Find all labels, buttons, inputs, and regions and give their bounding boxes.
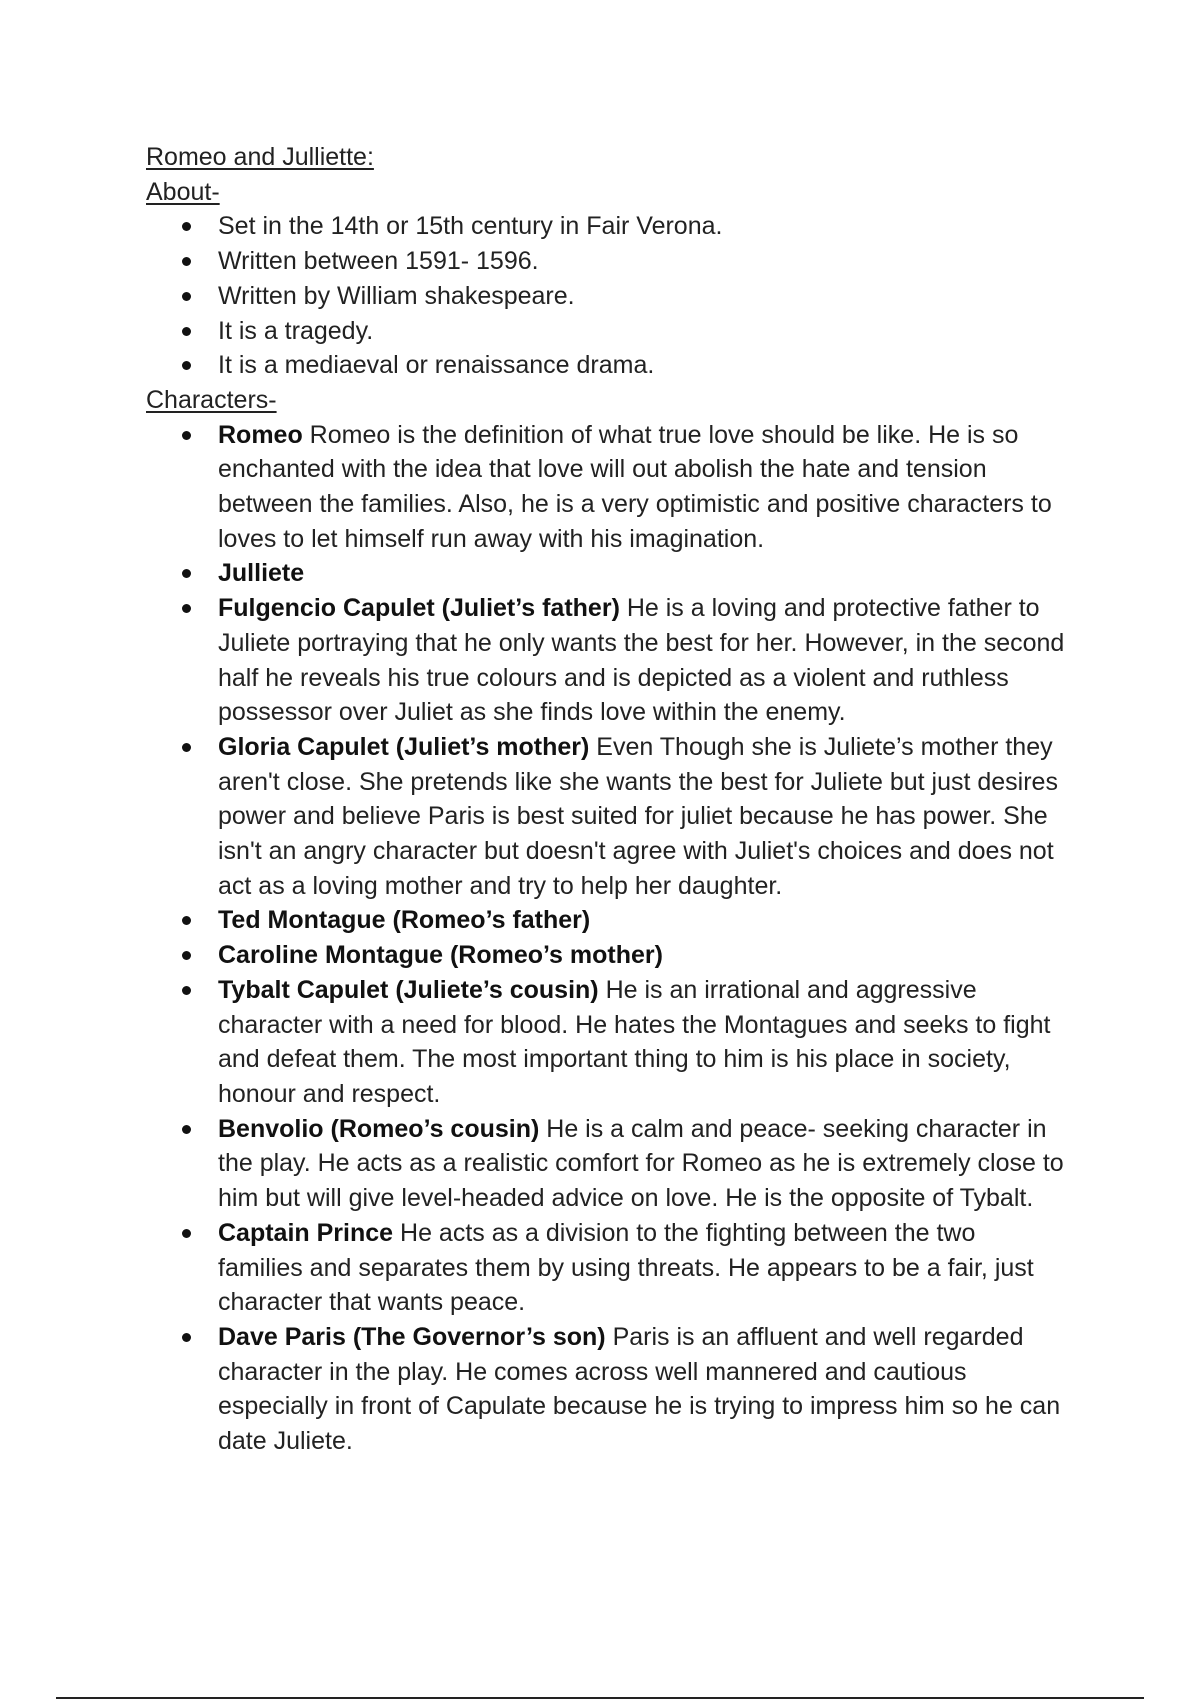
character-item [218, 903, 1066, 938]
character-item [218, 1320, 1066, 1459]
page-bottom-rule [56, 1697, 1144, 1699]
document-title: Romeo and Julliette: [146, 143, 374, 171]
character-description: Romeo is the definition of what true love should be like. He is so enchanted with the idea that love will out abolish the hate and tension between the families. Also, he is a very optimistic and positive characters to loves to let himself run away with his imagination. [218, 420, 1052, 553]
document-page [146, 140, 1066, 1459]
character-item [218, 418, 1066, 557]
character-name: Captain Prince [218, 1218, 394, 1247]
character-description: Paris is an affluent and well regarded character in the play. He comes across well mannered and cautious especially in front of Capulate because he is trying to impress him so he can date Juliete. [218, 1322, 1061, 1456]
character-name: Gloria Capulet (Juliet’s mother) [218, 732, 590, 761]
character-item [218, 973, 1066, 1112]
about-item: It is a tragedy. [218, 314, 1066, 349]
character-item [218, 730, 1066, 904]
character-description: He is a loving and protective father to Juliete portraying that he only wants the best for her. However, in the second half he reveals his true colours and is depicted as a violent and ruthless possessor over Juliet as she finds love within the enemy. [218, 594, 1065, 727]
character-name: Fulgencio Capulet (Juliet’s father) [218, 594, 620, 623]
character-item [218, 938, 1066, 973]
character-name: Tybalt Capulet (Juliete’s cousin) [218, 975, 599, 1004]
character-name: Benvolio (Romeo’s cousin) [218, 1114, 540, 1143]
character-description: He is an irrational and aggressive character with a need for blood. He hates the Montagues and seeks to fight and defeat them. The most important thing to him is his place in society, honour and respect. [218, 975, 1051, 1108]
about-item: Set in the 14th or 15th century in Fair Verona. [218, 209, 1066, 244]
about-list [146, 209, 1066, 383]
character-item [218, 1216, 1066, 1320]
character-name: Julliete [218, 559, 305, 588]
about-item: Written by William shakespeare. [218, 279, 1066, 314]
character-name: Romeo [218, 420, 303, 449]
about-item: It is a mediaeval or renaissance drama. [218, 348, 1066, 383]
characters-heading: Characters- [146, 385, 277, 414]
about-heading: About- [146, 177, 220, 206]
character-item [218, 591, 1066, 730]
character-name: Ted Montague (Romeo’s father) [218, 906, 591, 935]
character-description: He acts as a division to the fighting between the two families and separates them by using threats. He appears to be a fair, just character that wants peace. [218, 1218, 1034, 1317]
character-description: He is a calm and peace- seeking character in the play. He acts as a realistic comfort for Romeo as he is extremely close to him but will give level-headed advice on love. He is the opposite of Tybalt. [218, 1114, 1064, 1213]
character-description: Even Though she is Juliete’s mother they aren't close. She pretends like she wants the best for Juliete but just desires power and believe Paris is best suited for juliet because he has power. She isn't an angry character but doesn't agree with Juliet's choices and does not act as a loving mother and try to help her daughter. [218, 732, 1058, 900]
character-item [218, 1112, 1066, 1216]
character-name: Dave Paris (The Governor’s son) [218, 1322, 606, 1351]
character-item [218, 556, 1066, 591]
character-name: Caroline Montague (Romeo’s mother) [218, 941, 663, 970]
about-item: Written between 1591- 1596. [218, 244, 1066, 279]
characters-list [146, 418, 1066, 1459]
